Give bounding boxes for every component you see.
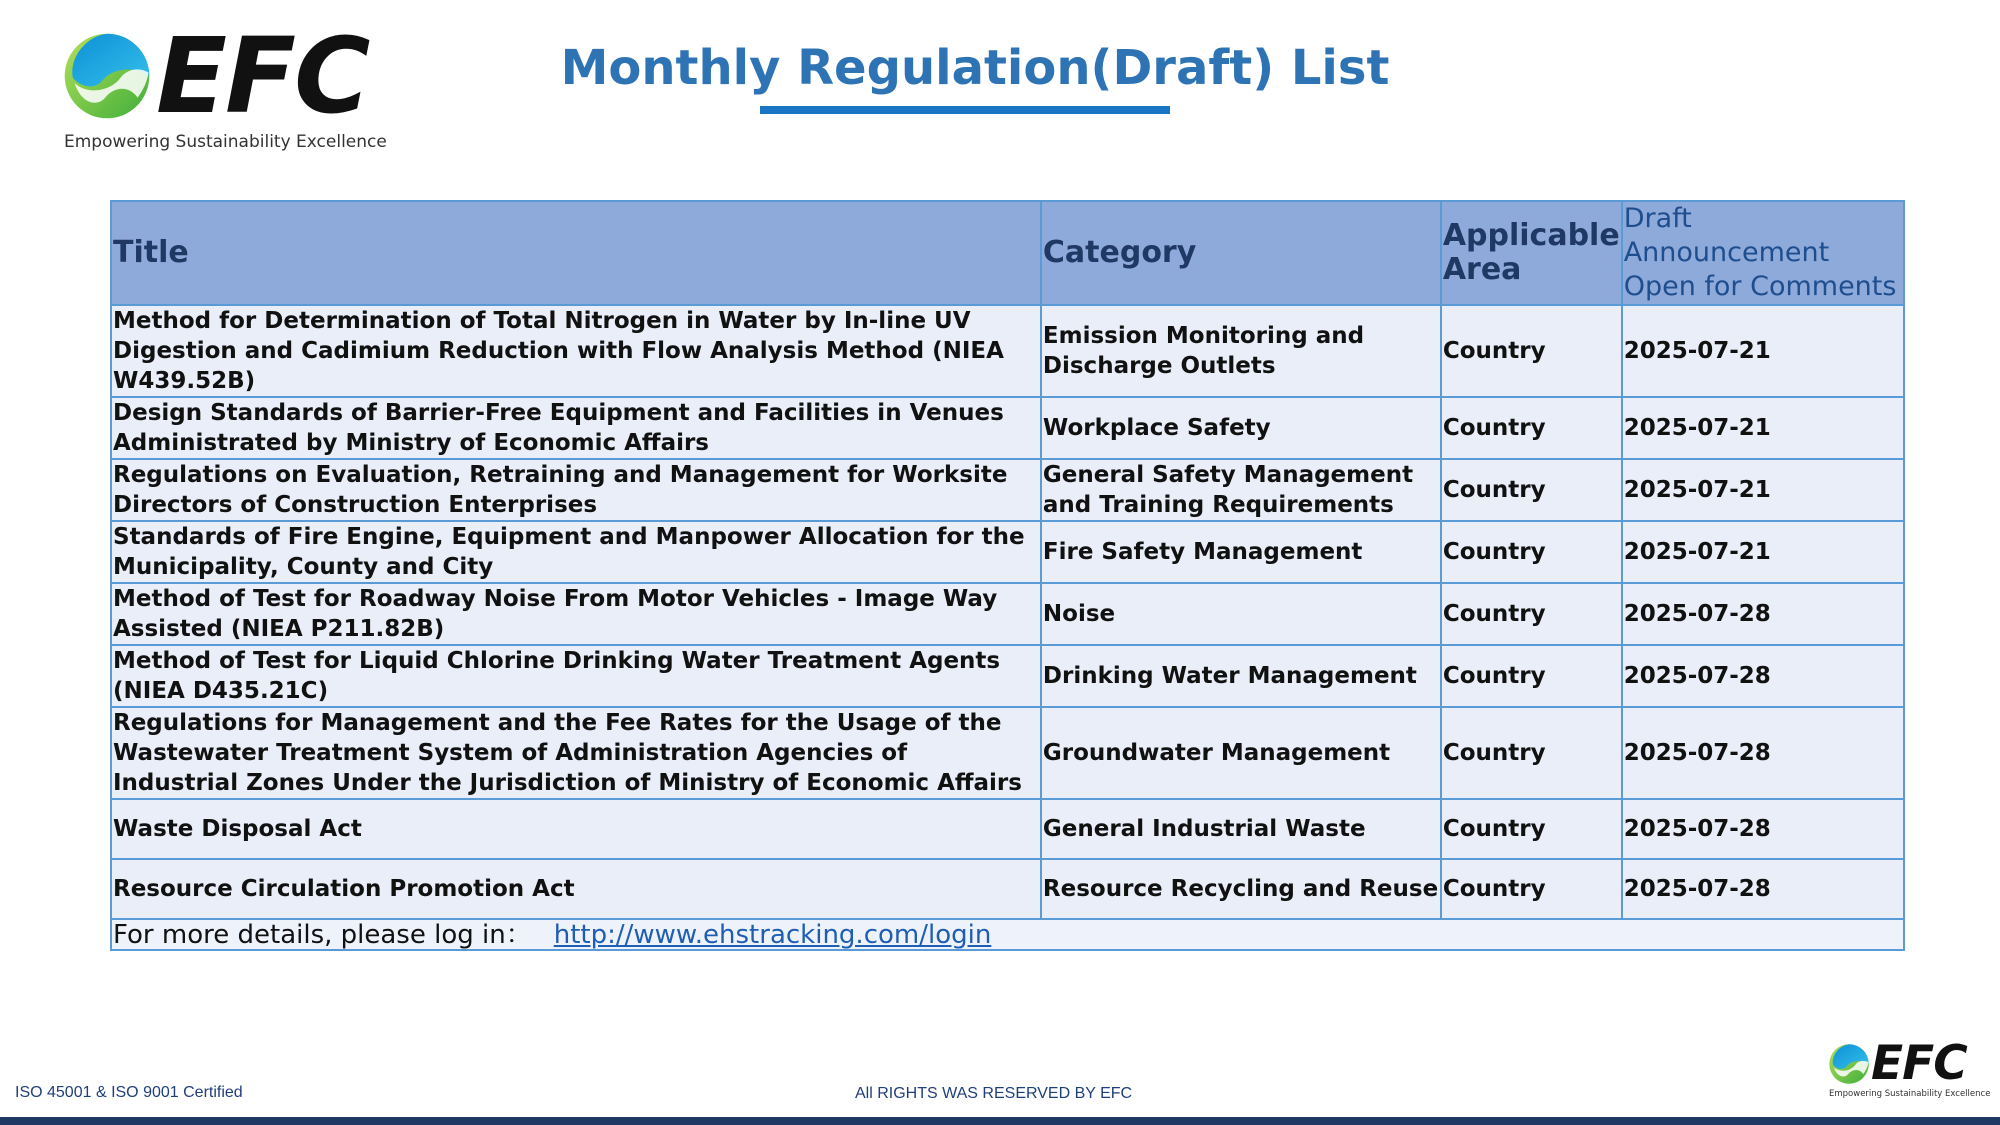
table-row bbox=[111, 459, 1904, 521]
footer-bar bbox=[0, 1117, 2000, 1125]
header-area-line1: Applicable bbox=[1442, 218, 1620, 253]
header-draft-line1: Draft Announcement bbox=[1623, 203, 1830, 268]
efc-logo-small bbox=[1828, 1036, 1991, 1099]
row-category: Noise bbox=[1041, 583, 1441, 645]
title-underline bbox=[760, 106, 1170, 114]
row-area: Country bbox=[1441, 305, 1622, 397]
efc-swirl-icon bbox=[1828, 1043, 1870, 1085]
table-header-row bbox=[111, 201, 1904, 305]
row-category: General Safety Management and Training Requirements bbox=[1041, 459, 1441, 521]
table-row bbox=[111, 645, 1904, 707]
row-category: Drinking Water Management bbox=[1041, 645, 1441, 707]
row-area: Country bbox=[1441, 799, 1622, 859]
row-category: Emission Monitoring and Discharge Outlets bbox=[1041, 305, 1441, 397]
table-row bbox=[111, 397, 1904, 459]
header-title: Title bbox=[111, 201, 1041, 305]
rights-text: All RIGHTS WAS RESERVED BY EFC bbox=[855, 1085, 1133, 1102]
row-title: Method of Test for Liquid Chlorine Drinking Water Treatment Agents (NIEA D435.21C) bbox=[111, 645, 1041, 707]
page-title: Monthly Regulation(Draft) List bbox=[560, 40, 1390, 96]
logo-wordmark: EFC bbox=[156, 15, 369, 137]
logo-wordmark-small: EFC bbox=[1871, 1036, 1967, 1091]
row-date: 2025-07-28 bbox=[1622, 707, 1904, 799]
row-category: Resource Recycling and Reuse bbox=[1041, 859, 1441, 919]
row-date: 2025-07-28 bbox=[1622, 799, 1904, 859]
more-details-text: For more details, please log in： bbox=[113, 919, 532, 950]
row-area: Country bbox=[1441, 645, 1622, 707]
login-link[interactable]: http://www.ehstracking.com/login bbox=[553, 919, 992, 950]
row-title: Regulations on Evaluation, Retraining and Management for Worksite Directors of Construction Enterprises bbox=[111, 459, 1041, 521]
table-row bbox=[111, 707, 1904, 799]
row-area: Country bbox=[1441, 459, 1622, 521]
table-row bbox=[111, 859, 1904, 919]
header-area-line2: Area bbox=[1442, 252, 1522, 287]
row-title: Standards of Fire Engine, Equipment and Manpower Allocation for the Municipality, County and City bbox=[111, 521, 1041, 583]
header-category: Category bbox=[1041, 201, 1441, 305]
row-category: Workplace Safety bbox=[1041, 397, 1441, 459]
row-area: Country bbox=[1441, 397, 1622, 459]
table-row bbox=[111, 583, 1904, 645]
row-date: 2025-07-28 bbox=[1622, 859, 1904, 919]
row-date: 2025-07-21 bbox=[1622, 305, 1904, 397]
table-row bbox=[111, 305, 1904, 397]
table-row bbox=[111, 521, 1904, 583]
row-area: Country bbox=[1441, 583, 1622, 645]
header-applicable-area bbox=[1441, 201, 1622, 305]
row-title: Design Standards of Barrier-Free Equipment and Facilities in Venues Administrated by Ministry of Economic Affairs bbox=[111, 397, 1041, 459]
row-category: General Industrial Waste bbox=[1041, 799, 1441, 859]
row-date: 2025-07-21 bbox=[1622, 459, 1904, 521]
row-category: Groundwater Management bbox=[1041, 707, 1441, 799]
row-date: 2025-07-28 bbox=[1622, 583, 1904, 645]
row-area: Country bbox=[1441, 859, 1622, 919]
table-row bbox=[111, 799, 1904, 859]
more-details-cell bbox=[111, 919, 1904, 950]
logo-tagline: Empowering Sustainability Excellence bbox=[64, 132, 387, 152]
row-date: 2025-07-21 bbox=[1622, 521, 1904, 583]
row-title: Method of Test for Roadway Noise From Motor Vehicles - Image Way Assisted (NIEA P211.82B) bbox=[111, 583, 1041, 645]
header-draft-announcement bbox=[1622, 201, 1904, 305]
header-draft-line2: Open for Comments bbox=[1623, 271, 1897, 302]
row-date: 2025-07-28 bbox=[1622, 645, 1904, 707]
logo-tagline-small: Empowering Sustainability Excellence bbox=[1829, 1089, 1991, 1099]
row-category: Fire Safety Management bbox=[1041, 521, 1441, 583]
regulation-table bbox=[110, 200, 1905, 951]
row-title: Resource Circulation Promotion Act bbox=[111, 859, 1041, 919]
table-footer-row bbox=[111, 919, 1904, 950]
row-title: Regulations for Management and the Fee Rates for the Usage of the Wastewater Treatment System of Administration Agencies of Industrial Zones Under the Jurisdiction of Ministry of Economic Affairs bbox=[111, 707, 1041, 799]
row-title: Waste Disposal Act bbox=[111, 799, 1041, 859]
row-date: 2025-07-21 bbox=[1622, 397, 1904, 459]
row-area: Country bbox=[1441, 707, 1622, 799]
certification-text: ISO 45001 & ISO 9001 Certified bbox=[15, 1084, 243, 1101]
row-area: Country bbox=[1441, 521, 1622, 583]
row-title: Method for Determination of Total Nitrogen in Water by In-line UV Digestion and Cadimium Reduction with Flow Analysis Method (NIEA W439.52B) bbox=[111, 305, 1041, 397]
